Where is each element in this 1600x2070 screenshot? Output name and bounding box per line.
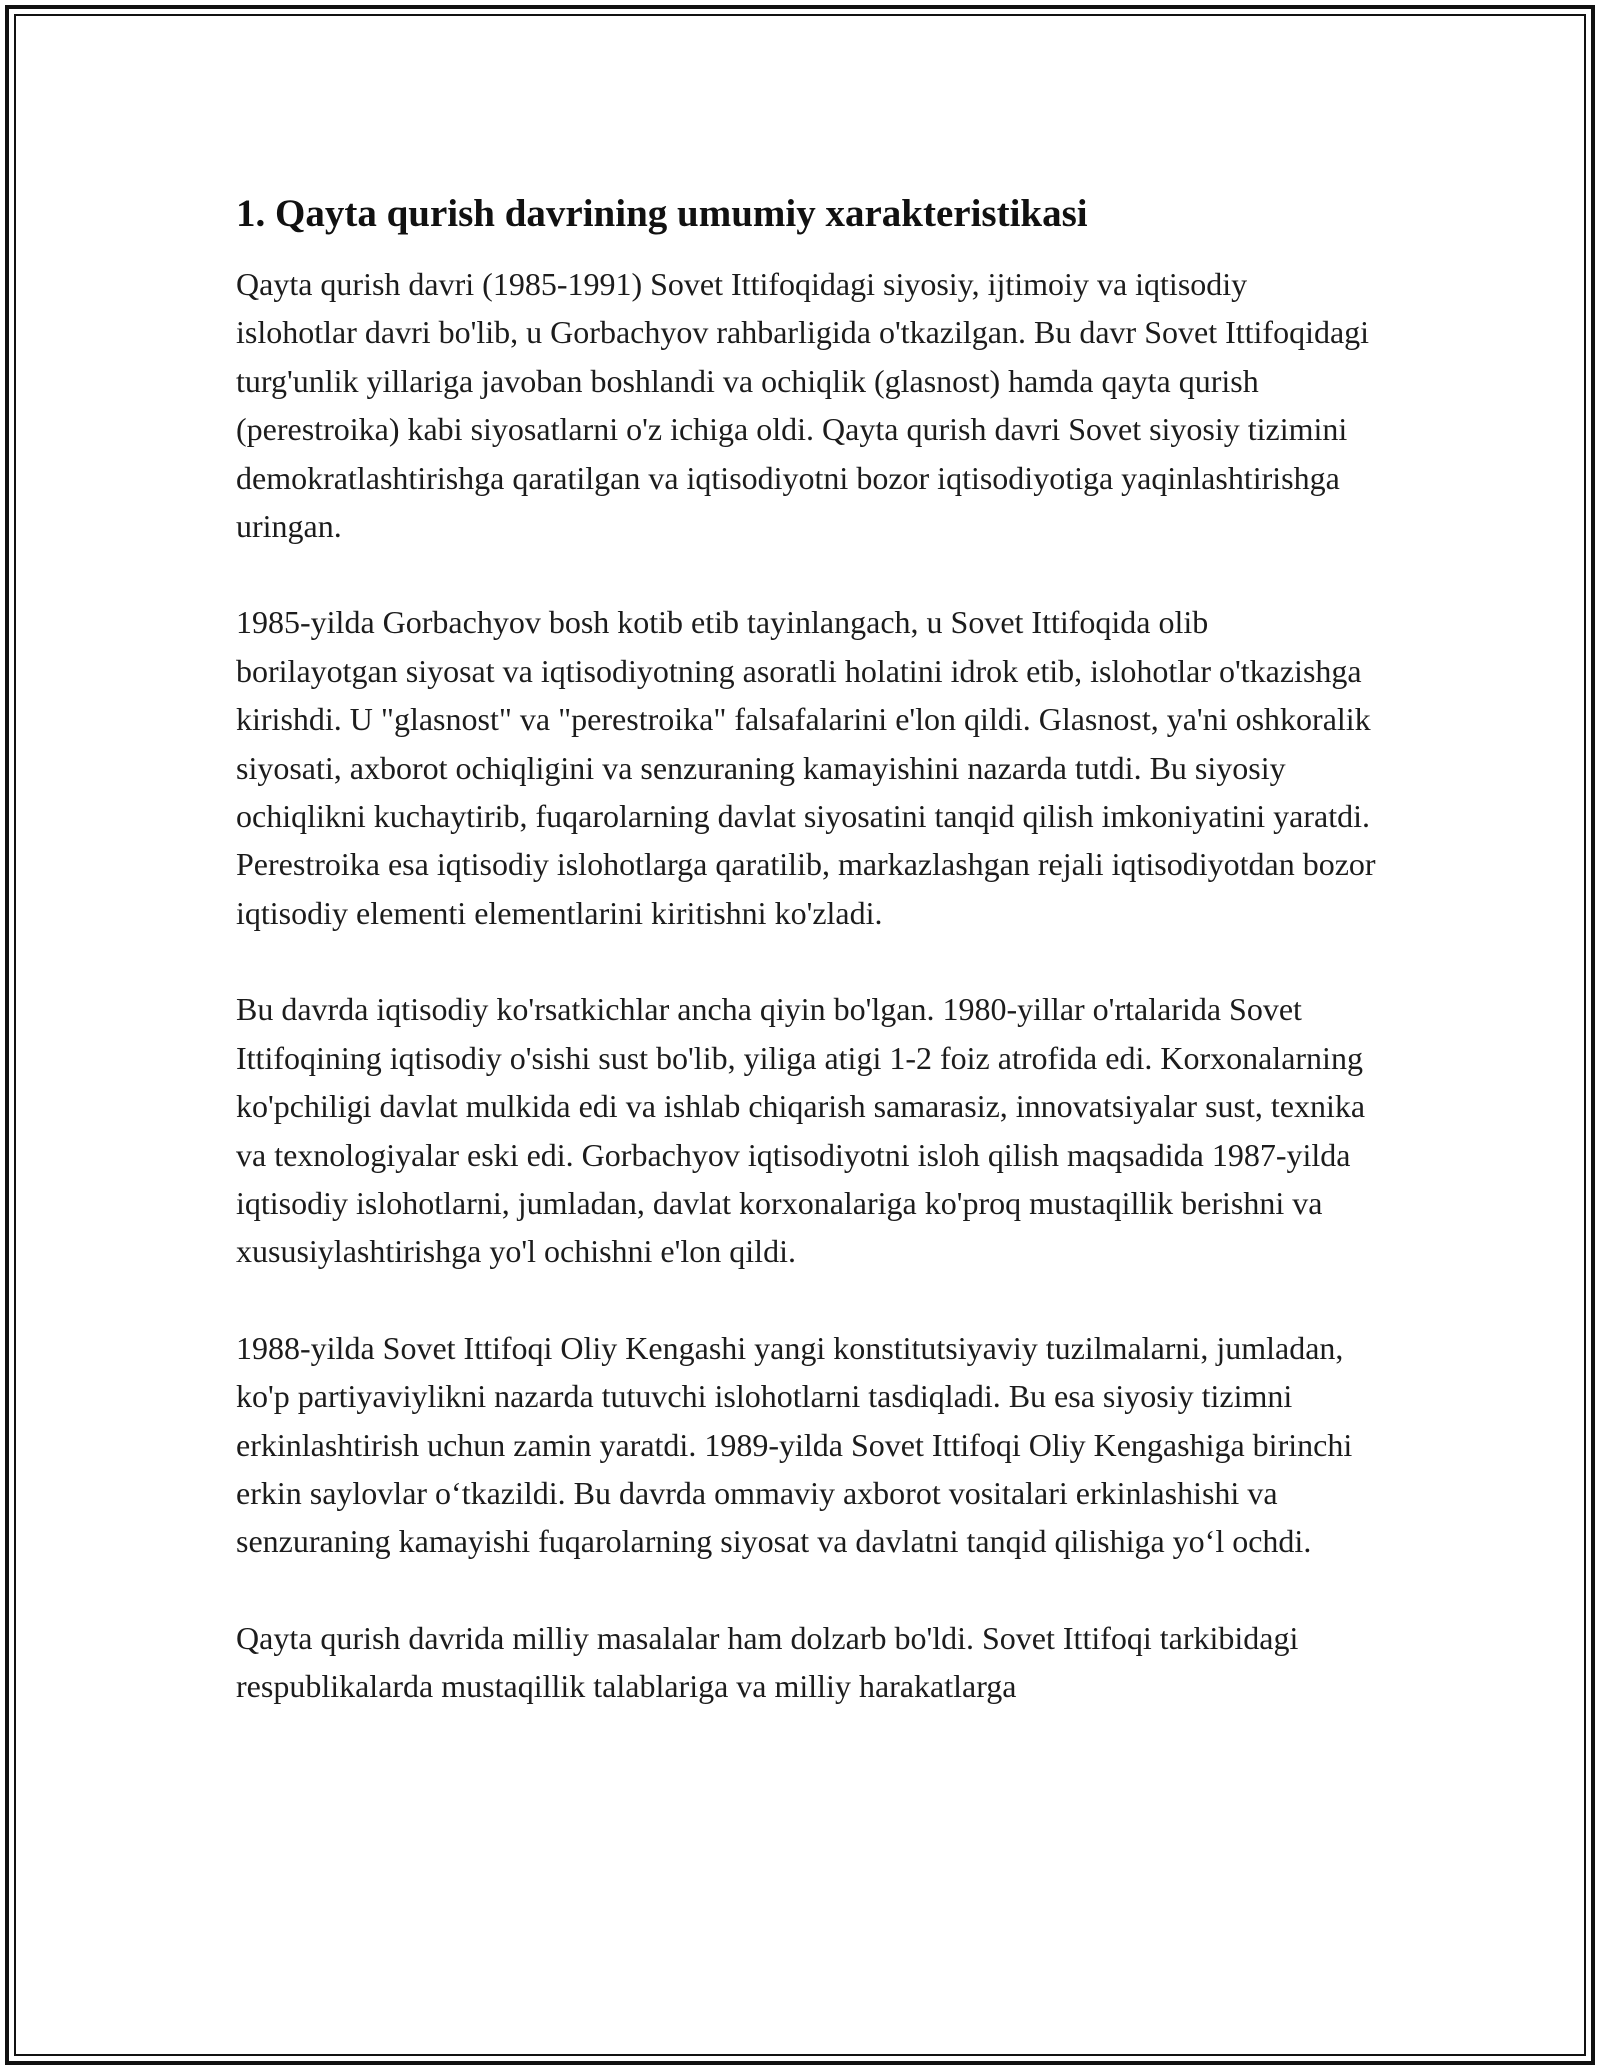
paragraph-5: Qayta qurish davrida milliy masalalar ham dolzarb bo'ldi. Sovet Ittifoqi tarkibidagi respublikalarda mustaqillik talablariga va milliy harakatlarga — [236, 1619, 1299, 1705]
paragraph-2: 1985-yilda Gorbachyov bosh kotib etib tayinlangach, u Sovet Ittifoqida olib borilayotgan siyosat va iqtisodiyotning asoratli holatini idrok etib, islohotlar o'tkazishga kirishdi. U "glasnost" va "perestroika" falsafalarini e'lon qildi. Glasnost, ya'ni oshkoralik siyosati, axborot ochiqligini va senzuraning kamayishini nazarda tutdi. Bu siyosiy ochiqlikni kuchaytirib, fuqarolarning davlat siyosatini tanqid qilish imkoniyatini yaratdi. Perestroika esa iqtisodiy islohotlarga qaratilib, markazlashgan rejali iqtisodiyotdan bozor iqtisodiy elementi elementlarini kiritishni ko'zladi. — [236, 604, 1376, 931]
paragraph-1: Qayta qurish davri (1985-1991) Sovet Ittifoqidagi siyosiy, ijtimoiy va iqtisodiy islohotlar davri bo'lib, u Gorbachyov rahbarligida o'tkazilgan. Bu davr Sovet Ittifoqidagi turg'unlik yillariga javoban boshlandi va ochiqlik (glasnost) hamda qayta qurish (perestroika) kabi siyosatlarni o'z ichiga oldi. Qayta qurish davri Sovet siyosiy tizimini demokratlashtirishga qaratilgan va iqtisodiyotni bozor iqtisodiyotiga yaqinlashtirishga uringan. — [236, 266, 1370, 545]
document-body — [236, 188, 1376, 1711]
paragraph-3: Bu davrda iqtisodiy ko'rsatkichlar ancha qiyin bo'lgan. 1980-yillar o'rtalarida Sovet Ittifoqining iqtisodiy o'sishi sust bo'lib, yiliga atigi 1-2 foiz atrofida edi. Korxonalarning ko'pchiligi davlat mulkida edi va ishlab chiqarish samarasiz, innovatsiyalar sust, texnika va texnologiyalar eski edi. Gorbachyov iqtisodiyotni isloh qilish maqsadida 1987-yilda iqtisodiy islohotlarni, jumladan, davlat korxonalariga ko'proq mustaqillik berishni va xususiylashtirishga yo'l ochishni e'lon qildi. — [236, 991, 1366, 1270]
paragraph-4: 1988-yilda Sovet Ittifoqi Oliy Kengashi yangi konstitutsiyaviy tuzilmalarni, jumladan, ko'p partiyaviylikni nazarda tutuvchi islohotlarni tasdiqladi. Bu esa siyosiy tizimni erkinlashtirish uchun zamin yaratdi. 1989-yilda Sovet Ittifoqi Oliy Kengashiga birinchi erkin saylovlar o‘tkazildi. Bu davrda ommaviy axborot vositalari erkinlashishi va senzuraning kamayishi fuqarolarning siyosat va davlatni tanqid qilishiga yo‘l ochdi. — [236, 1329, 1353, 1560]
section-title: 1. Qayta qurish davrining umumiy xarakteristikasi — [236, 192, 1088, 235]
